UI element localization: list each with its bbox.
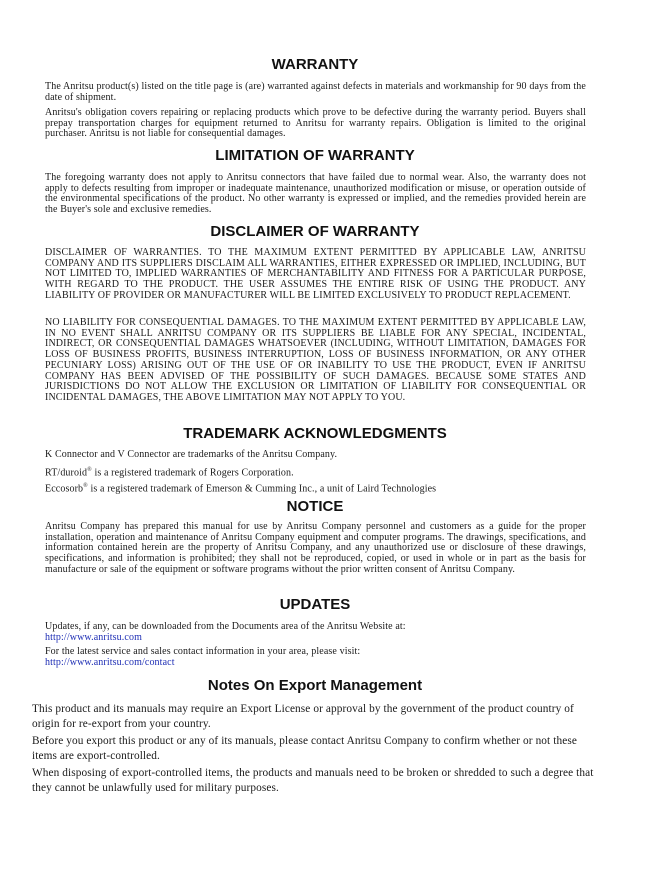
export-heading: Notes On Export Management [207,677,423,694]
notice-paragraph: Anritsu Company has prepared this manual for use by Anritsu Company personnel and customers as a guide for the proper installation, operation and maintenance of Anritsu Company equipment and computer programs. The drawings, specifications, and information contained herein are the property of Anritsu Company, and any unauthorized use or disclosure of these drawings, specifications, and information is prohibited; they shall not be reproduced, copied, or used in whole or in part as the basis for manufacture or sale of the equipment or software programs without the prior written consent of Anritsu Company. [45,521,586,575]
trademark-line: K Connector and V Connector are trademarks of the Anritsu Company. [45,449,338,460]
anritsu-website-link[interactable]: http://www.anritsu.com [45,631,142,643]
limitation-paragraph: The foregoing warranty does not apply to Anritsu connectors that have failed due to normal wear. Also, the warranty does not apply to defects resulting from improper or inadequate maintenance, unauthorized modification or misuse, or operation outside of the environmental specifications of the product. No other warranty is expressed or implied, and the remedies provided herein are the Buyer's sole and exclusive remedies. [45,172,586,216]
registered-mark: ® [87,467,92,473]
trademark-name: Eccosorb [45,483,84,495]
export-paragraph: Before you export this product or any of its manuals, please contact Anritsu Company to confirm whether or not these items are export-controlled. [32,735,577,762]
trademark-text: is a registered trademark of Emerson & Cumming Inc., a unit of Laird Technologies [87,483,437,495]
updates-block [45,647,586,668]
updates-heading: UPDATES [279,596,351,613]
export-paragraph: This product and its manuals may require an Export License or approval by the government of the product country of origin for re-export from your country. [32,703,574,730]
contact-text: For the latest service and sales contact information in your area, please visit: [45,646,361,657]
trademark-line [45,481,586,495]
limitation-heading: LIMITATION OF WARRANTY [215,147,415,164]
updates-text: Updates, if any, can be downloaded from the Documents area of the Anritsu Website at: [45,621,406,632]
disclaimer-heading: DISCLAIMER OF WARRANTY [210,223,420,240]
trademark-line [45,465,586,479]
registered-mark: ® [83,483,88,489]
export-paragraph: When disposing of export-controlled items, the products and manuals need to be broken or shredded to such a degree that they cannot be unlawfully used for military purposes. [32,767,594,794]
trademark-text: is a registered trademark of Rogers Corporation. [91,467,294,479]
trademark-heading: TRADEMARK ACKNOWLEDGMENTS [183,425,447,442]
updates-block [45,622,586,643]
disclaimer-paragraph: DISCLAIMER OF WARRANTIES. TO THE MAXIMUM EXTENT PERMITTED BY APPLICABLE LAW, ANRITSU COMPANY AND ITS SUPPLIERS DISCLAIM ALL WARRANTIES, EITHER EXPRESSED OR IMPLIED, INCLUDING, BUT NOT LIMITED TO, IMPLIED WARRANTIES OF MERCHANTABILITY AND FITNESS FOR A PARTICULAR PURPOSE, WITH REGARD TO THE PRODUCT. THE USER ASSUMES THE ENTIRE RISK OF USING THE PRODUCT. ANY LIABILITY OF PROVIDER OR MANUFACTURER WILL BE LIMITED EXCLUSIVELY TO PRODUCT REPLACEMENT. [45,247,586,301]
warranty-heading: WARRANTY [271,56,359,73]
warranty-paragraph: The Anritsu product(s) listed on the title page is (are) warranted against defects in materials and workmanship for 90 days from the date of shipment. [45,81,586,103]
disclaimer-paragraph: NO LIABILITY FOR CONSEQUENTIAL DAMAGES. TO THE MAXIMUM EXTENT PERMITTED BY APPLICABLE LAW, IN NO EVENT SHALL ANRITSU COMPANY OR ITS SUPPLIERS BE LIABLE FOR ANY SPECIAL, INCIDENTAL, INDIRECT, OR CONSEQUENTIAL DAMAGES WHATSOEVER (INCLUDING, WITHOUT LIMITATION, DAMAGES FOR LOSS OF BUSINESS PROFITS, BUSINESS INTERRUPTION, LOSS OF BUSINESS INFORMATION, OR ANY OTHER PECUNIARY LOSS) ARISING OUT OF THE USE OF OR INABILITY TO USE THE PRODUCT, EVEN IF ANRITSU COMPANY HAS BEEN ADVISED OF THE POSSIBILITY OF SUCH DAMAGES. BECAUSE SOME STATES AND JURISDICTIONS DO NOT ALLOW THE EXCLUSION OR LIMITATION OF LIABILITY FOR CONSEQUENTIAL OR INCIDENTAL DAMAGES, THE ABOVE LIMITATION MAY NOT APPLY TO YOU. [45,317,586,403]
warranty-paragraph: Anritsu's obligation covers repairing or replacing products which prove to be defective during the warranty period. Buyers shall prepay transportation charges for equipment returned to Anritsu for warranty repairs. Obligation is limited to the original purchaser. Anritsu is not liable for consequential damages. [45,107,586,140]
notice-heading: NOTICE [286,498,344,515]
trademark-name: RT/duroid [45,467,88,479]
anritsu-contact-link[interactable]: http://www.anritsu.com/contact [45,656,175,668]
